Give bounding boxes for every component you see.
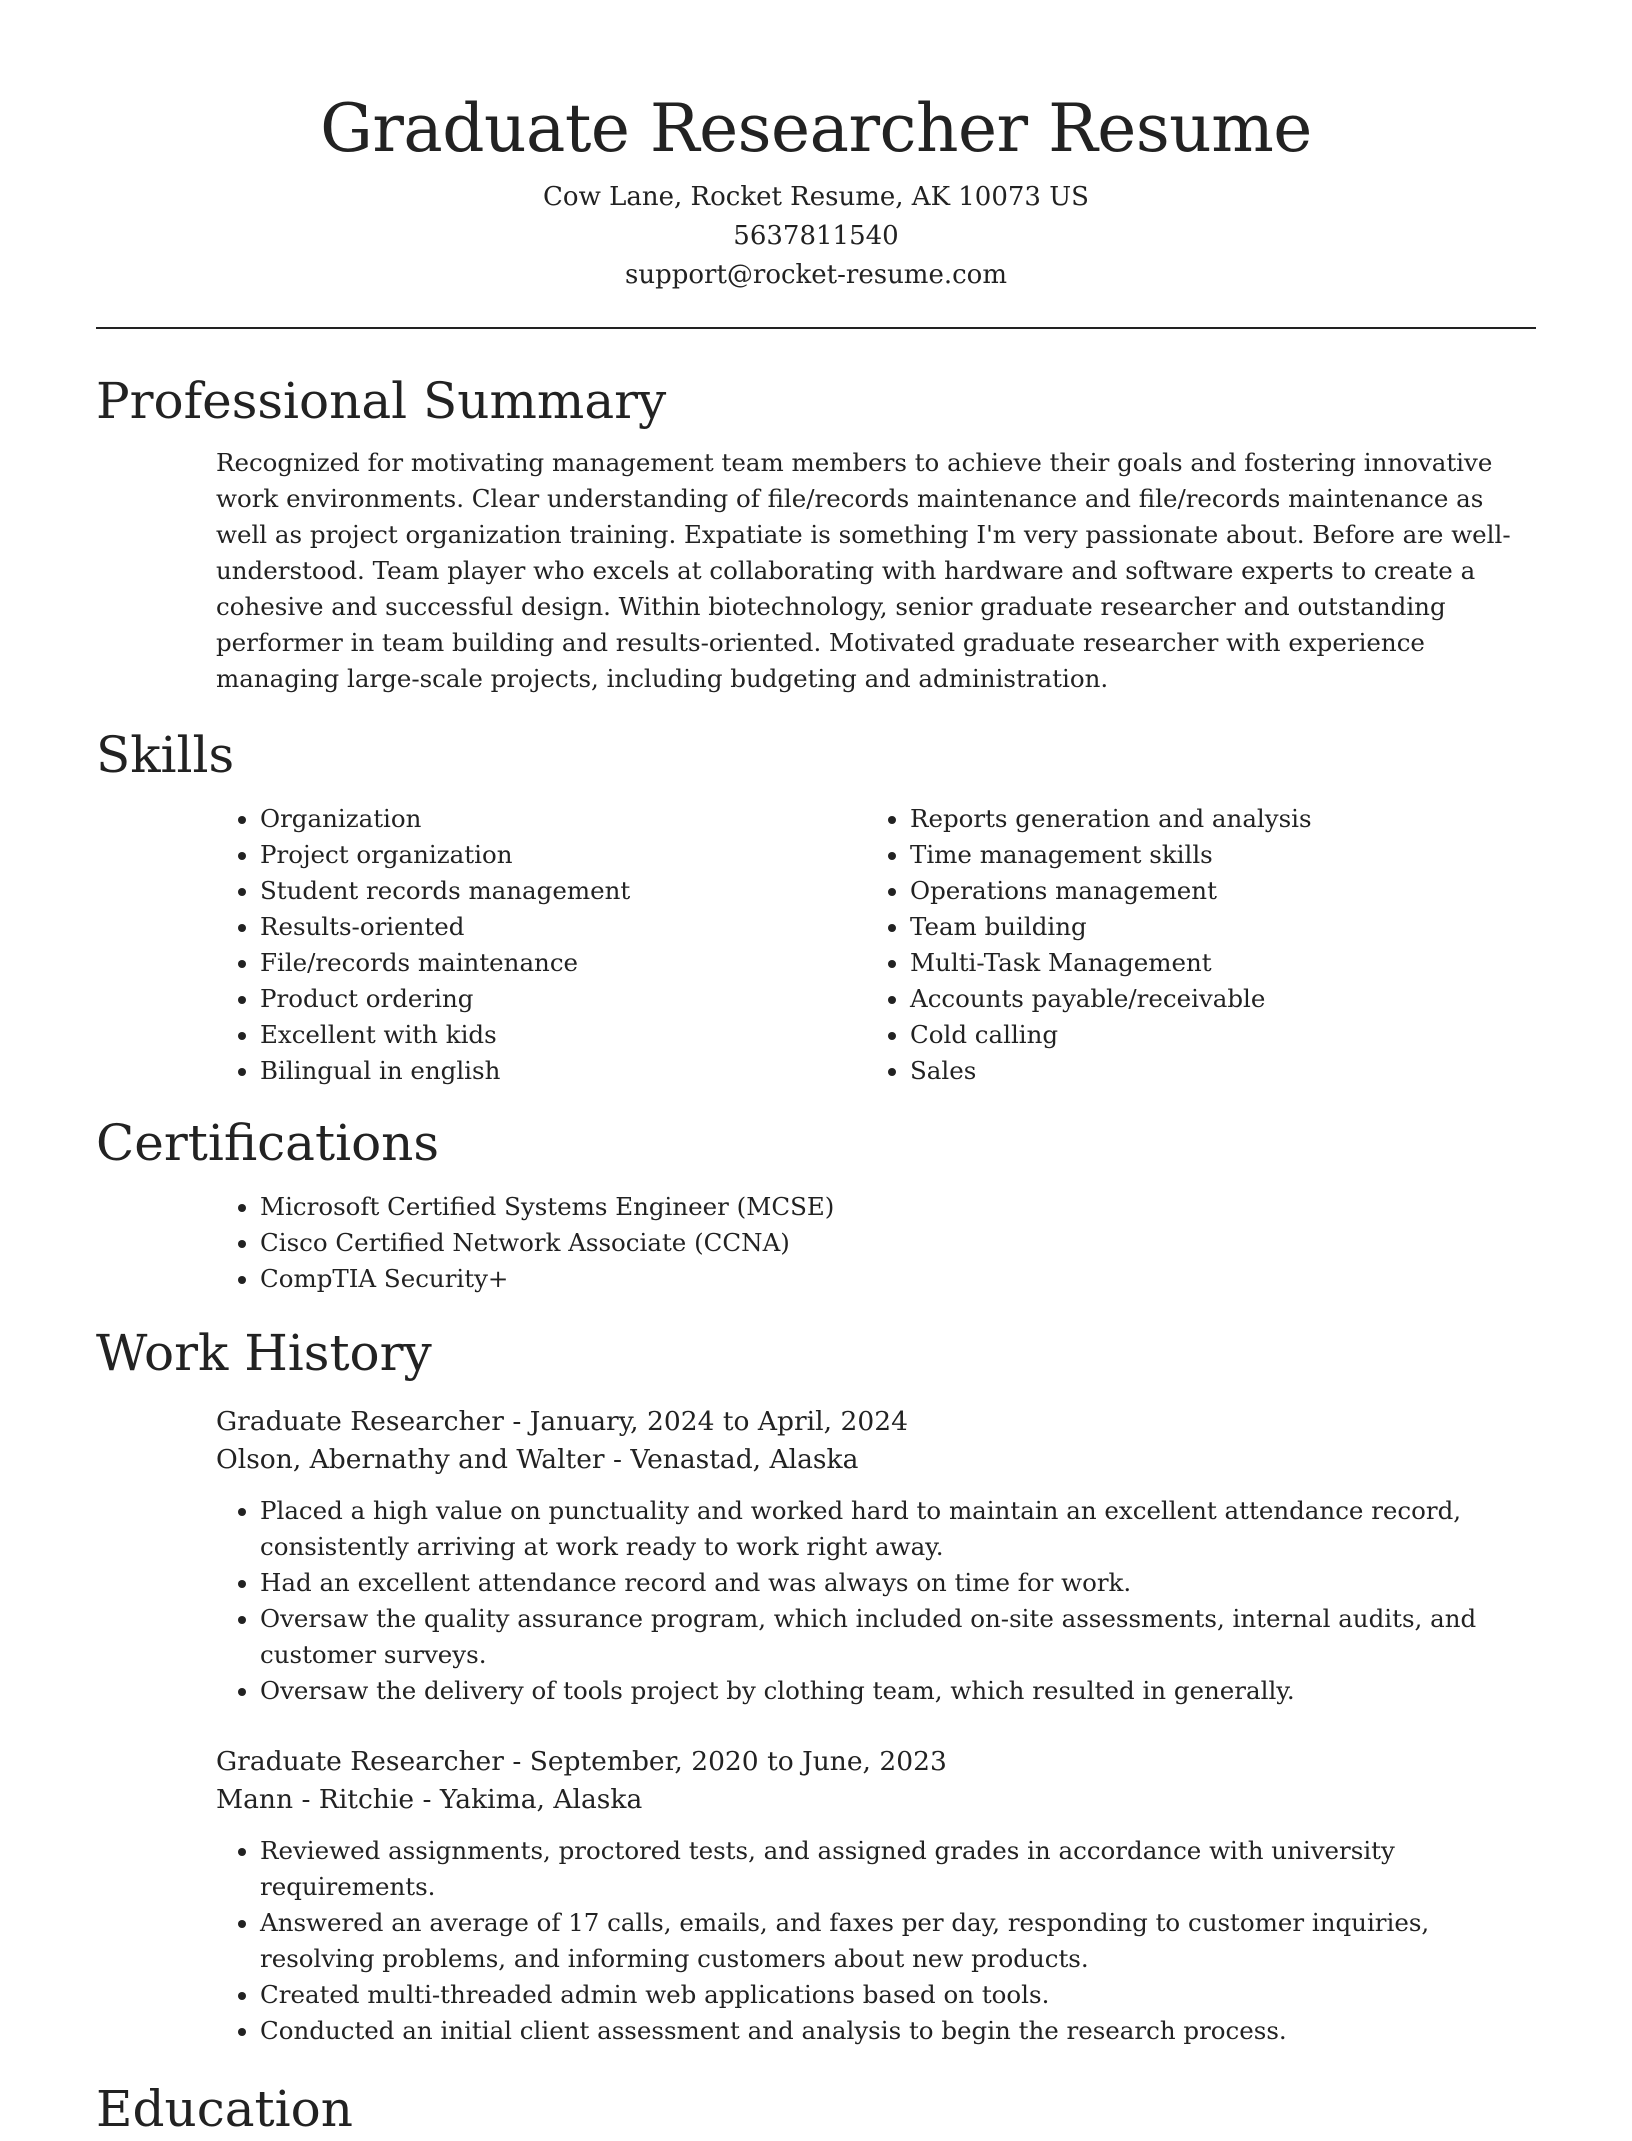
resume-page bbox=[96, 0, 1536, 2138]
job-bullet: • Oversaw the delivery of tools project by clothing team, which resulted in generally. bbox=[260, 1673, 1536, 1709]
job-bullet: • Oversaw the quality assurance program, which included on-site assessments, internal audits, and customer surveys. bbox=[260, 1601, 1536, 1673]
certification-item: • Cisco Certified Network Associate (CCNA) bbox=[260, 1225, 1536, 1261]
education-section bbox=[96, 2077, 1536, 2141]
summary-heading: Professional Summary bbox=[96, 372, 667, 430]
job-bullet: • Conducted an initial client assessment and analysis to begin the research process. bbox=[260, 2013, 1536, 2049]
work-history-section bbox=[96, 1321, 1536, 2049]
resume-title: Graduate Researcher Resume bbox=[320, 90, 1312, 167]
certifications-list bbox=[216, 1189, 1536, 1297]
job-location: Venastad, Alaska bbox=[630, 1444, 859, 1475]
skill-item: • Organization bbox=[260, 801, 866, 837]
job-location: Yakima, Alaska bbox=[439, 1784, 643, 1815]
work-history-heading: Work History bbox=[96, 1324, 432, 1382]
skill-item: • Reports generation and analysis bbox=[910, 801, 1516, 837]
resume-header bbox=[96, 0, 1536, 295]
skill-item: • Accounts payable/receivable bbox=[910, 981, 1516, 1017]
skill-item: • Multi-Task Management bbox=[910, 945, 1516, 981]
skills-heading: Skills bbox=[96, 726, 235, 784]
skill-item: • Project organization bbox=[260, 837, 866, 873]
summary-text: Recognized for motivating management team members to achieve their goals and fostering innovative work environments. Clear understanding of file/records maintenance and file/records maintenance as well as project organization training. Expatiate is something I'm very passionate about. Before are well-understood. Team player who excels at collaborating with hardware and software experts to create a cohesive and successful design. Within biotechnology, senior graduate researcher and outstanding performer in team building and results-oriented. Motivated graduate researcher with experience managing large-scale projects, including budgeting and administration. bbox=[216, 448, 1511, 693]
job-company-line bbox=[216, 1441, 1536, 1479]
job-title-line bbox=[216, 1743, 1536, 1781]
job-dates: September, 2020 to June, 2023 bbox=[529, 1746, 947, 1777]
separator: - bbox=[512, 1406, 530, 1437]
contact-email: support@rocket-resume.com bbox=[624, 260, 1007, 290]
skill-item: • Time management skills bbox=[910, 837, 1516, 873]
job-dates: January, 2024 to April, 2024 bbox=[529, 1406, 908, 1437]
summary-section bbox=[96, 369, 1536, 697]
skill-item: • Team building bbox=[910, 909, 1516, 945]
job-company-line bbox=[216, 1781, 1536, 1819]
job-title: Graduate Researcher bbox=[216, 1746, 504, 1777]
job-bullets bbox=[216, 1493, 1536, 1709]
job-bullet: • Had an excellent attendance record and was always on time for work. bbox=[260, 1565, 1536, 1601]
job-entry bbox=[216, 1743, 1536, 2049]
job-title-line bbox=[216, 1403, 1536, 1441]
education-heading: Education bbox=[96, 2080, 353, 2138]
job-bullets bbox=[216, 1833, 1536, 2049]
skills-list-left bbox=[216, 801, 866, 1089]
skills-list-right bbox=[866, 801, 1516, 1089]
job-company: Olson, Abernathy and Walter bbox=[216, 1444, 605, 1475]
skill-item: • Product ordering bbox=[260, 981, 866, 1017]
contact-info bbox=[96, 178, 1536, 295]
contact-address: Cow Lane, Rocket Resume, AK 10073 US bbox=[543, 182, 1089, 212]
separator: - bbox=[512, 1746, 530, 1777]
job-title: Graduate Researcher bbox=[216, 1406, 504, 1437]
certification-item: • CompTIA Security+ bbox=[260, 1261, 1536, 1297]
certification-item: • Microsoft Certified Systems Engineer (MCSE) bbox=[260, 1189, 1536, 1225]
skills-section bbox=[96, 723, 1536, 1089]
job-company: Mann - Ritchie bbox=[216, 1784, 415, 1815]
contact-phone: 5637811540 bbox=[733, 221, 899, 251]
skill-item: • Sales bbox=[910, 1053, 1516, 1089]
certifications-section bbox=[96, 1111, 1536, 1297]
skills-columns bbox=[216, 801, 1536, 1089]
job-entry bbox=[216, 1403, 1536, 1709]
skill-item: • Bilingual in english bbox=[260, 1053, 866, 1089]
skill-item: • File/records maintenance bbox=[260, 945, 866, 981]
job-bullet: • Created multi-threaded admin web applications based on tools. bbox=[260, 1977, 1536, 2013]
skill-item: • Excellent with kids bbox=[260, 1017, 866, 1053]
skill-item: • Student records management bbox=[260, 873, 866, 909]
skill-item: • Operations management bbox=[910, 873, 1516, 909]
separator: - bbox=[613, 1444, 631, 1475]
job-bullet: • Reviewed assignments, proctored tests, and assigned grades in accordance with university requirements. bbox=[260, 1833, 1536, 1905]
job-bullet: • Placed a high value on punctuality and worked hard to maintain an excellent attendance record, consistently arriving at work ready to work right away. bbox=[260, 1493, 1536, 1565]
skill-item: • Results-oriented bbox=[260, 909, 866, 945]
certifications-heading: Certifications bbox=[96, 1114, 440, 1172]
separator: - bbox=[422, 1784, 440, 1815]
job-bullet: • Answered an average of 17 calls, emails, and faxes per day, responding to customer inquiries, resolving problems, and informing customers about new products. bbox=[260, 1905, 1536, 1977]
header-divider bbox=[96, 327, 1536, 329]
skill-item: • Cold calling bbox=[910, 1017, 1516, 1053]
